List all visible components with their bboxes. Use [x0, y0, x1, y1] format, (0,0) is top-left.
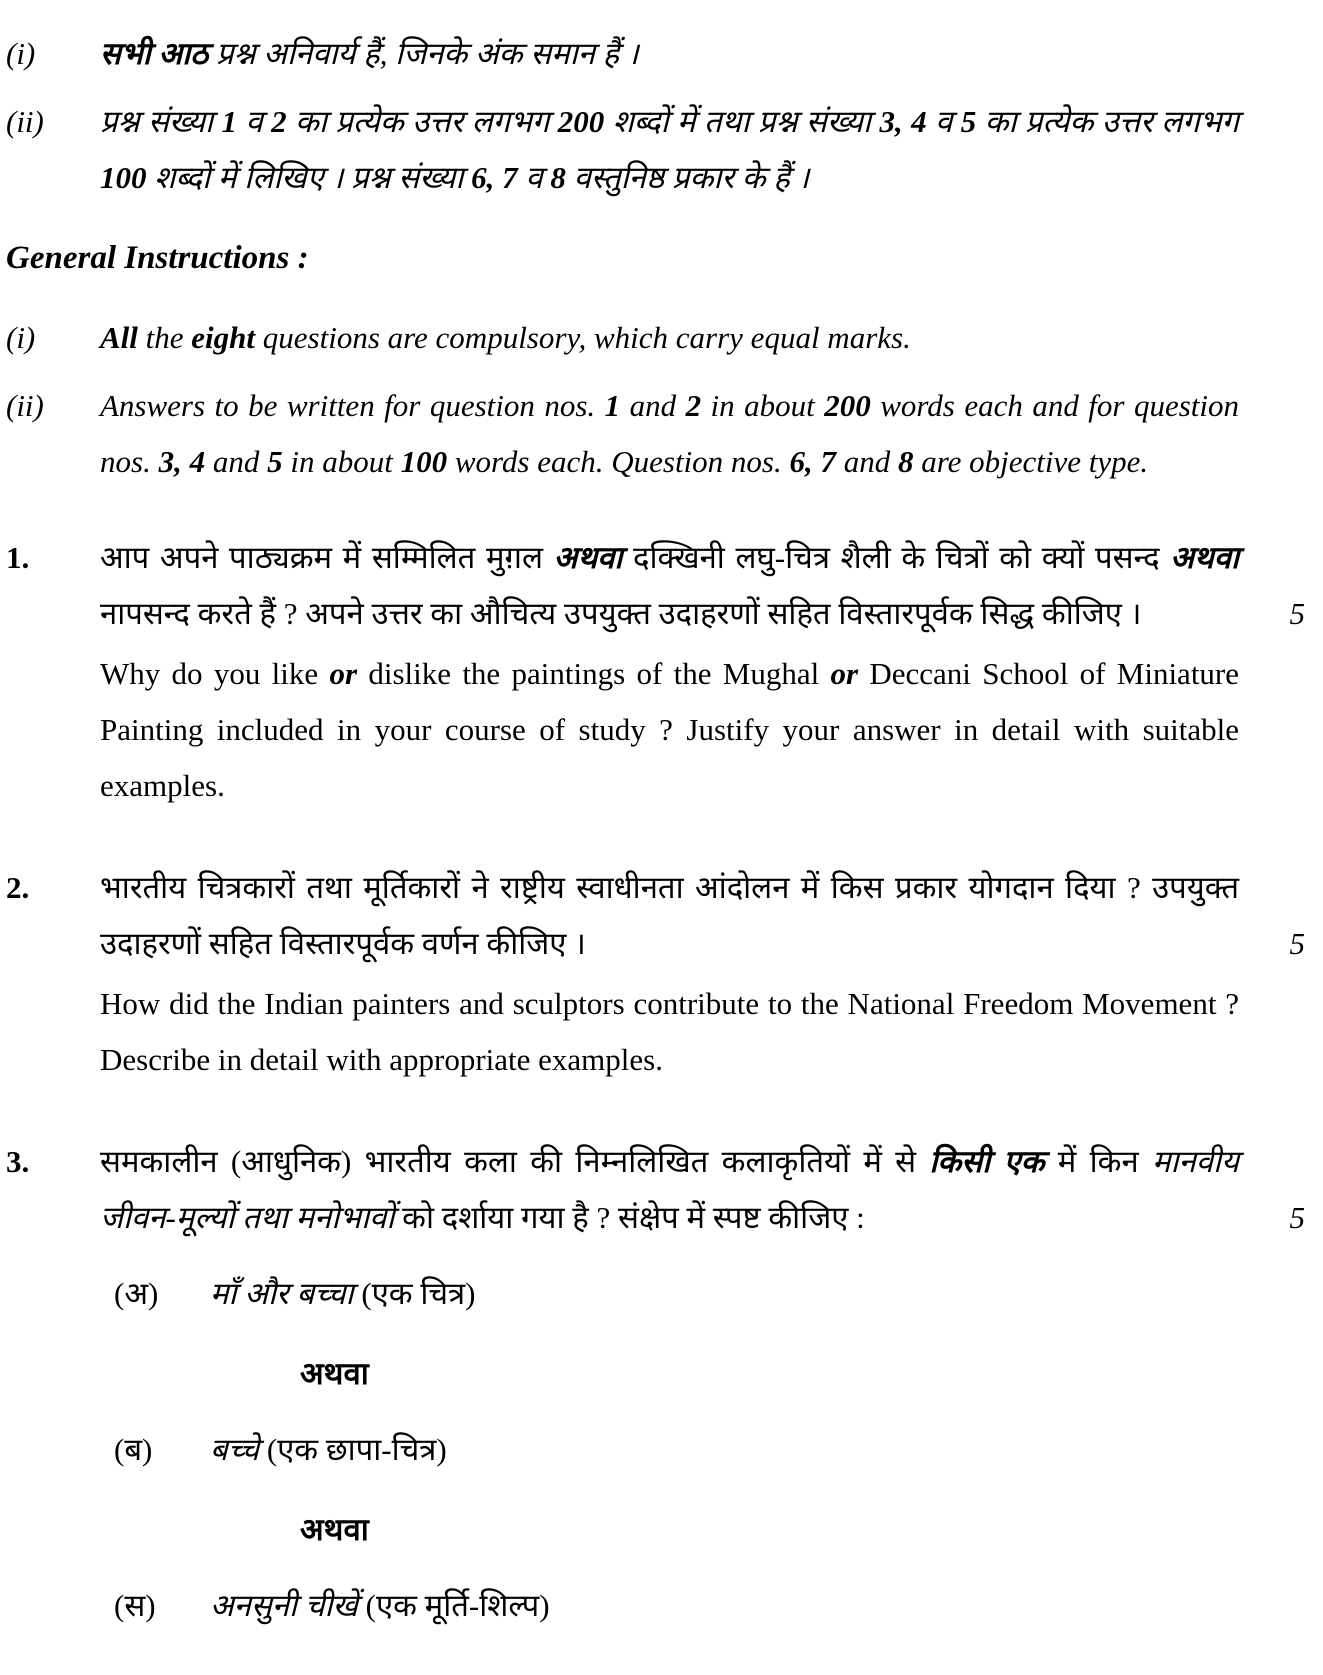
question-3-option-b-row — [6, 1422, 1305, 1478]
option-label: माँ और बच्चा (एक चित्र) — [210, 1276, 476, 1311]
or-separator-row-1 — [6, 1346, 1305, 1402]
option-label: अनसुनी चीखें (एक मूर्ति-शिल्प) — [210, 1588, 550, 1623]
instruction-marker: (i) — [6, 36, 36, 71]
question-text-hindi: समकालीन (आधुनिक) भारतीय कला की निम्नलिखित कलाकृतियों में से किसी एक में किन मानवीय जीवन-मूल्यों तथा मनोभावों को दर्शाया गया है ? संक्षेप में स्पष्ट कीजिए : — [100, 1144, 1239, 1235]
question-number: 2. — [6, 870, 30, 905]
instruction-marker: (ii) — [6, 388, 44, 423]
or-separator: अथवा — [300, 1512, 369, 1547]
question-3-option-a-row — [6, 1266, 1305, 1322]
instruction-text-hindi: प्रश्न संख्या 1 व 2 का प्रत्येक उत्तर लगभग 200 शब्दों में तथा प्रश्न संख्या 3, 4 व 5 का प्रत्येक उत्तर लगभग 100 शब्दों में लिखिए । प्रश्न संख्या 6, 7 व 8 वस्तुनिष्ठ प्रकार के हैं । — [100, 104, 1239, 195]
question-2-english-row — [6, 976, 1305, 1088]
question-3 — [6, 1134, 1305, 1634]
or-separator: अथवा — [300, 1356, 369, 1391]
question-text-english: How did the Indian painters and sculptors contribute to the National Freedom Movement ? Describe in detail with appropriate examples. — [100, 986, 1239, 1077]
option-marker: (स) — [114, 1588, 156, 1623]
instruction-marker: (i) — [6, 320, 36, 355]
question-marks: 5 — [1289, 1200, 1305, 1235]
general-instruction-item-1 — [6, 310, 1305, 366]
general-instructions-heading: General Instructions : — [6, 240, 309, 276]
option-b — [100, 1422, 1239, 1478]
question-text-hindi: भारतीय चित्रकारों तथा मूर्तिकारों ने राष्ट्रीय स्वाधीनता आंदोलन में किस प्रकार योगदान दिया ? उपयुक्त उदाहरणों सहित विस्तारपूर्वक वर्णन कीजिए । — [100, 870, 1239, 961]
question-text-english: Why do you like or dislike the paintings of the Mughal or Deccani School of Miniature Painting included in your course of study ? Justify your answer in detail with suitable examples. — [100, 656, 1240, 803]
option-a — [100, 1266, 1239, 1322]
option-marker: (ब) — [114, 1432, 153, 1467]
or-separator-row-2 — [6, 1502, 1305, 1558]
general-instruction-item-2 — [6, 378, 1305, 490]
instruction-text-hindi: सभी आठ प्रश्न अनिवार्य हैं, जिनके अंक समान हैं । — [100, 36, 639, 71]
question-1 — [6, 530, 1305, 814]
question-number: 3. — [6, 1144, 30, 1179]
question-text-hindi: आप अपने पाठ्यक्रम में सम्मिलित मुग़ल अथवा दक्खिनी लघु-चित्र शैली के चित्रों को क्यों पसन्द अथवा नापसन्द करते हैं ? अपने उत्तर का औचित्य उपयुक्त उदाहरणों सहित विस्तारपूर्वक सिद्ध कीजिए । — [100, 540, 1239, 631]
hindi-instruction-item-1 — [6, 26, 1305, 82]
question-1-hindi-row — [6, 530, 1305, 642]
question-marks: 5 — [1289, 596, 1305, 631]
question-marks: 5 — [1289, 926, 1305, 961]
question-3-hindi-row — [6, 1134, 1305, 1246]
option-s — [100, 1578, 1239, 1634]
question-1-english-row — [6, 646, 1305, 814]
option-marker: (अ) — [114, 1276, 159, 1311]
hindi-instruction-item-2 — [6, 94, 1305, 206]
instruction-text-english: All the eight questions are compulsory, which carry equal marks. — [100, 320, 911, 355]
question-3-option-s-row — [6, 1578, 1305, 1634]
question-number: 1. — [6, 540, 30, 575]
option-label: बच्चे (एक छापा-चित्र) — [210, 1432, 447, 1467]
question-2-hindi-row — [6, 860, 1305, 972]
instruction-text-english: Answers to be written for question nos. 1 and 2 in about 200 words each and for question nos. 3, 4 and 5 in about 100 words each. Question nos. 6, 7 and 8 are objective type. — [100, 388, 1239, 479]
instruction-marker: (ii) — [6, 104, 44, 139]
question-2 — [6, 860, 1305, 1088]
